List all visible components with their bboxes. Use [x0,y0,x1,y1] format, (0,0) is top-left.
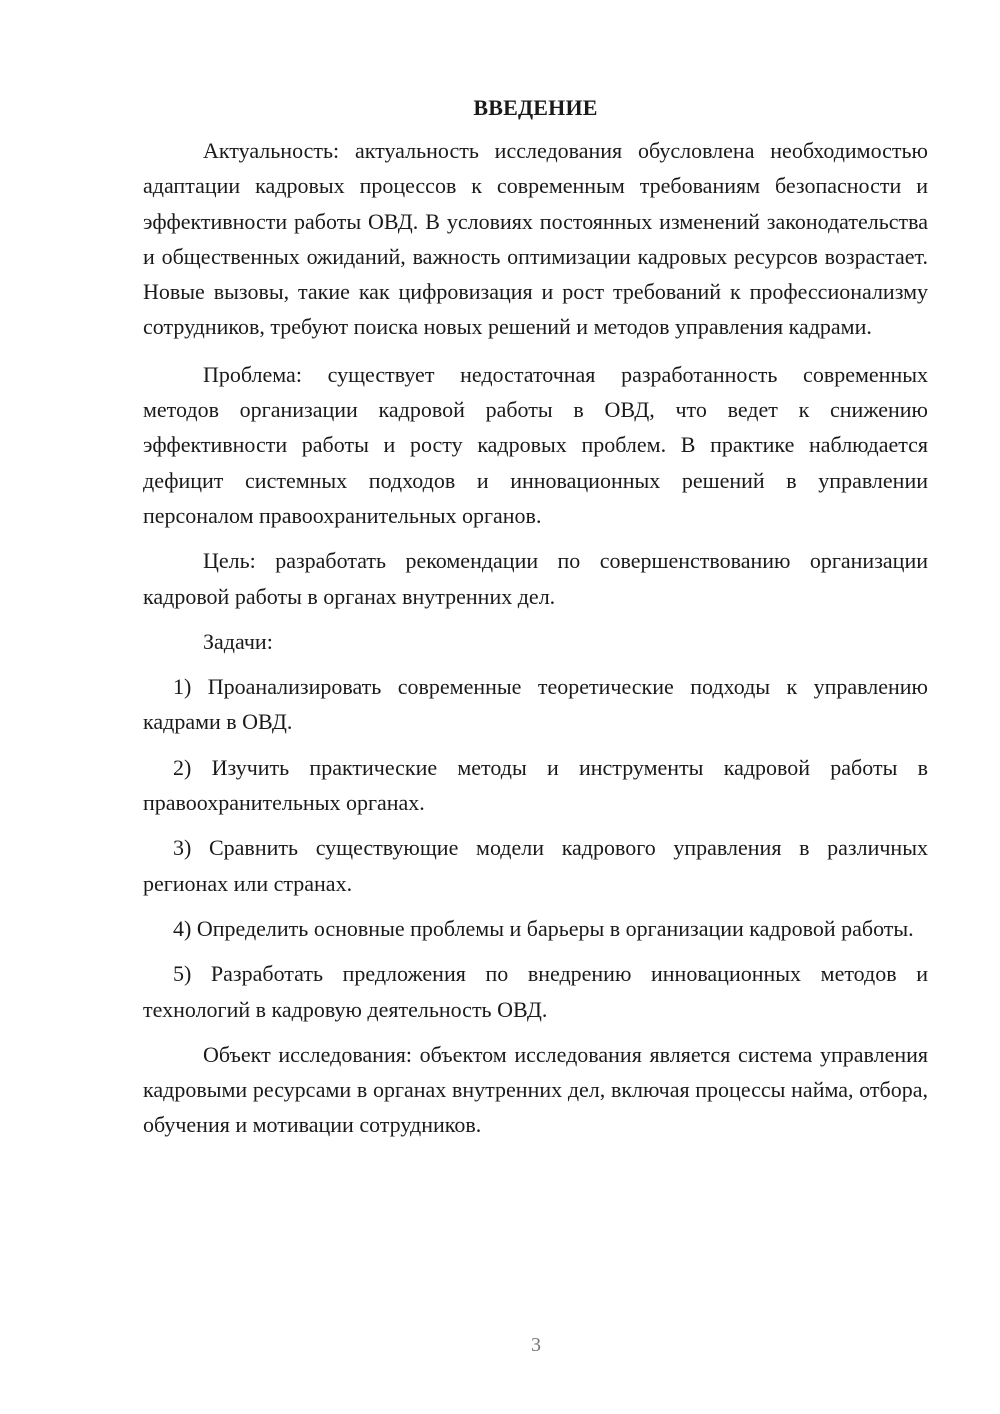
goal-paragraph: Цель: разработать рекомендации по совершенствованию организации кадровой работы в органах внутренних дел. [143,548,928,609]
object-paragraph: Объект исследования: объектом исследования является система управления кадровыми ресурсами в органах внутренних дел, включая процессы найма, отбора, обучения и мотивации сотрудников. [143,1041,928,1138]
section-heading: ВВЕДЕНИЕ [473,95,598,120]
task-item: 2) Изучить практические методы и инструменты кадровой работы в правоохранительных органах. [143,754,928,816]
tasks-title: Задачи: [203,628,273,654]
task-item: 4) Определить основные проблемы и барьеры в организации кадровой работы. [173,915,914,941]
problem-paragraph: Проблема: существует недостаточная разработанность современных методов организации кадровой работы в ОВД, что ведет к снижению эффективности работы и росту кадровых проблем. В практике наблюдается дефицит системных подходов и инновационных решений в управлении персоналом правоохранительных органов. [143,361,928,528]
task-item: 3) Сравнить существующие модели кадрового управления в различных регионах или странах. [143,835,928,896]
task-item: 5) Разработать предложения по внедрению инновационных методов и технологий в кадровую деятельность ОВД. [143,961,928,1022]
task-item: 1) Проанализировать современные теоретические подходы к управлению кадрами в ОВД. [143,674,928,735]
tasks-list [143,669,928,1027]
document-page [143,90,928,1143]
relevance-paragraph: Актуальность: актуальность исследования обусловлена необходимостью адаптации кадровых процессов к современным требованиям безопасности и эффективности работы ОВД. В условиях постоянных изменений законодательства и общественных ожиданий, важность оптимизации кадровых ресурсов возрастает. Новые вызовы, такие как цифровизация и рост требований к профессионализму сотрудников, требуют поиска новых решений и методов управления кадрами. [143,138,928,340]
page-number: 3 [531,1334,541,1356]
